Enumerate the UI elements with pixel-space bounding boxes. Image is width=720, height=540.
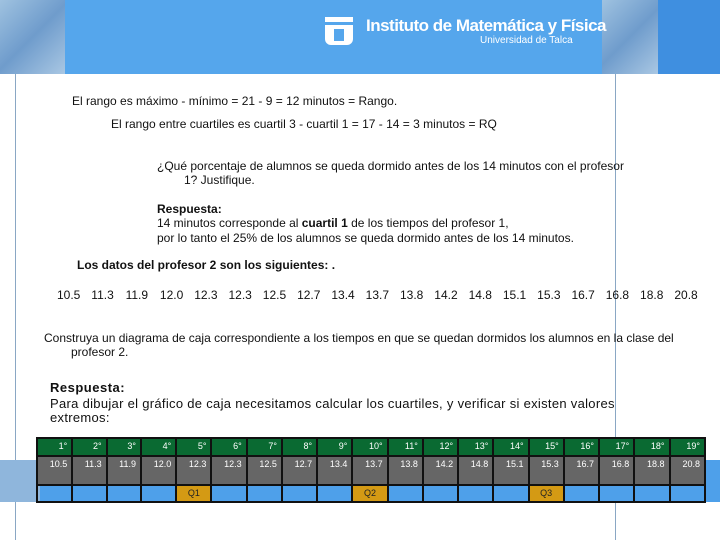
task-line-2: profesor 2. (71, 345, 129, 359)
position-cell: 13° (458, 438, 493, 456)
quartile-cell (670, 485, 706, 502)
iqr-text: El rango entre cuartiles es cuartil 3 - cuartil 1 = 17 - 14 = 3 minutos = RQ (111, 117, 497, 131)
position-cell: 10° (352, 438, 387, 456)
answer2-label: Respuesta: (50, 380, 126, 395)
answer-bold: cuartil 1 (301, 216, 348, 230)
quartile-cell (141, 485, 176, 502)
question-line-2: 1? Justifique. (184, 173, 255, 187)
value-cell: 13.8 (388, 456, 423, 485)
quartile-cell (388, 485, 423, 502)
data-value: 18.8 (640, 288, 664, 302)
value-cell: 20.8 (670, 456, 706, 485)
value-cell: 18.8 (634, 456, 669, 485)
range-text: El rango es máximo - mínimo = 21 - 9 = 12 minutos = Rango. (72, 94, 398, 108)
value-cell: 12.3 (176, 456, 211, 485)
question-line-1: ¿Qué porcentaje de alumnos se queda dormido antes de los 14 minutos con el profesor (157, 159, 624, 173)
data-value: 12.0 (159, 288, 184, 302)
data-value: 12.7 (297, 288, 321, 302)
data-value: 16.8 (605, 288, 630, 302)
value-cell: 12.5 (247, 456, 282, 485)
position-cell: 17° (599, 438, 634, 456)
data-values (57, 288, 709, 302)
answer-line-2: por lo tanto el 25% de los alumnos se queda dormido antes de los 14 minutos. (157, 231, 574, 245)
university-logo-icon (325, 17, 353, 45)
value-cell: 12.3 (211, 456, 246, 485)
position-cell: 4° (141, 438, 176, 456)
position-cell: 7° (247, 438, 282, 456)
value-cell: 16.8 (599, 456, 634, 485)
quartile-cell: Q1 (176, 485, 211, 502)
value-cell: 10.5 (37, 456, 72, 485)
position-cell: 18° (634, 438, 669, 456)
quartile-cell (423, 485, 458, 502)
institute-title: Instituto de Matemática y Física (366, 16, 607, 35)
quartile-cell: Q2 (352, 485, 387, 502)
data-value: 14.2 (434, 288, 458, 302)
answer-text: de los tiempos del profesor 1, (347, 216, 509, 230)
position-cell: 12° (423, 438, 458, 456)
data-value: 15.3 (537, 288, 561, 302)
university-subtitle: Universidad de Talca (480, 35, 573, 46)
quartile-table (36, 437, 706, 503)
quartile-cell (317, 485, 352, 502)
data-value: 15.1 (502, 288, 527, 302)
table-row (37, 456, 705, 485)
quartile-cell (634, 485, 669, 502)
quartile-cell (247, 485, 282, 502)
value-cell: 16.7 (564, 456, 599, 485)
value-cell: 14.2 (423, 456, 458, 485)
quartile-cell (458, 485, 493, 502)
value-cell: 11.9 (107, 456, 141, 485)
data-value: 10.5 (57, 288, 81, 302)
value-cell: 15.3 (529, 456, 564, 485)
data-value: 20.8 (674, 288, 698, 302)
data-value: 12.3 (194, 288, 218, 302)
data-value: 12.3 (228, 288, 252, 302)
position-cell: 14° (493, 438, 528, 456)
position-cell: 1° (37, 438, 72, 456)
position-cell: 6° (211, 438, 246, 456)
answer2-line-1: Para dibujar el gráfico de caja necesitamos calcular los cuartiles, y verificar si existen valores (50, 396, 615, 411)
position-cell: 11° (388, 438, 423, 456)
table-row (37, 438, 705, 456)
value-cell: 12.7 (282, 456, 317, 485)
quartile-cell (493, 485, 528, 502)
answer-text: 14 minutos corresponde al (157, 216, 302, 230)
answer-label: Respuesta: (157, 202, 222, 216)
data-value: 16.7 (571, 288, 595, 302)
header-right-image (602, 0, 658, 74)
position-cell: 15° (529, 438, 564, 456)
header-left-image (0, 0, 65, 74)
value-cell: 11.3 (72, 456, 106, 485)
quartile-cell (37, 485, 72, 502)
data-value: 13.4 (331, 288, 355, 302)
value-cell: 12.0 (141, 456, 176, 485)
quartile-cell (107, 485, 141, 502)
quartile-cell (599, 485, 634, 502)
position-cell: 2° (72, 438, 106, 456)
position-cell: 19° (670, 438, 706, 456)
data-value: 14.8 (468, 288, 492, 302)
data-value: 11.9 (125, 288, 149, 302)
data-value: 13.7 (365, 288, 390, 302)
value-cell: 13.4 (317, 456, 352, 485)
quartile-cell (72, 485, 106, 502)
data-value: 11.3 (91, 288, 114, 302)
quartile-cell (282, 485, 317, 502)
table-row (37, 485, 705, 502)
value-cell: 15.1 (493, 456, 528, 485)
value-cell: 14.8 (458, 456, 493, 485)
position-cell: 9° (317, 438, 352, 456)
header-right-band (658, 0, 720, 74)
data-value: 13.8 (399, 288, 424, 302)
data-intro: Los datos del profesor 2 son los siguientes: . (77, 258, 336, 272)
quartile-cell (564, 485, 599, 502)
position-cell: 8° (282, 438, 317, 456)
quartile-cell: Q3 (529, 485, 564, 502)
position-cell: 5° (176, 438, 211, 456)
answer2-line-2: extremos: (50, 410, 110, 425)
answer-line-1 (157, 216, 509, 230)
task-line-1: Construya un diagrama de caja correspondiente a los tiempos en que se quedan dormidos los alumnos en la clase del (44, 331, 674, 345)
quartile-cell (211, 485, 246, 502)
position-cell: 16° (564, 438, 599, 456)
data-value: 12.5 (262, 288, 287, 302)
position-cell: 3° (107, 438, 141, 456)
value-cell: 13.7 (352, 456, 387, 485)
